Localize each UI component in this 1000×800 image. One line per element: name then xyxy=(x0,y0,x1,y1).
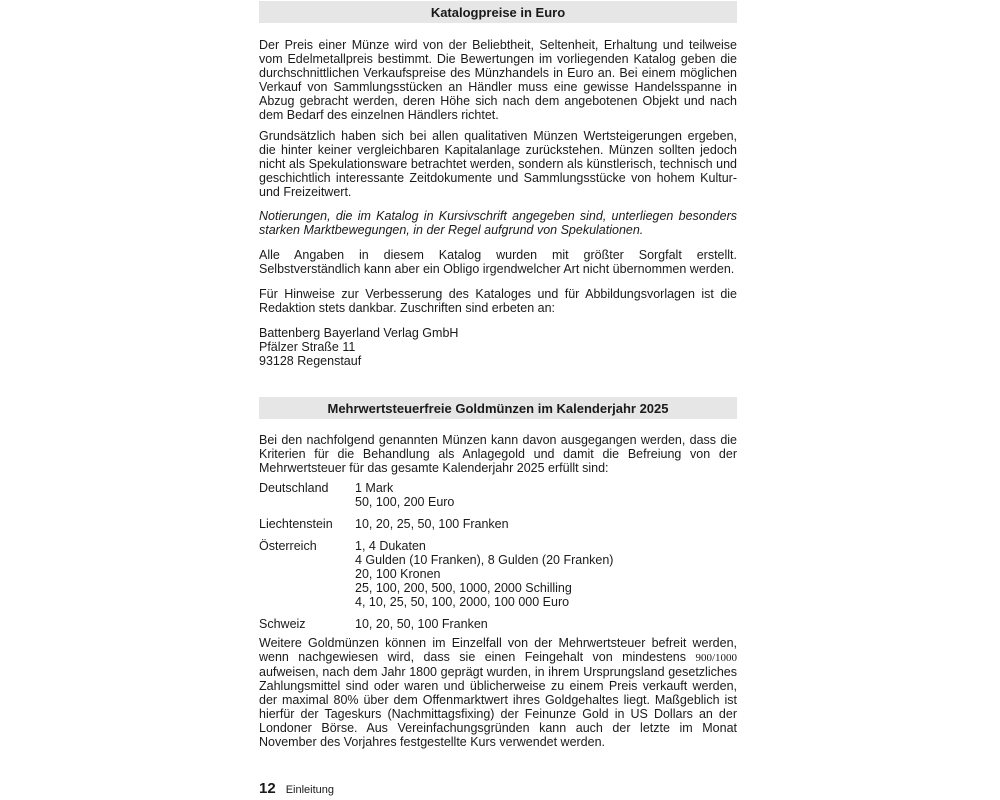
value-line: 20, 100 Kronen xyxy=(355,567,441,581)
country-list xyxy=(259,481,737,631)
closing-text-before: Weitere Goldmünzen können im Einzelfall von der Mehrwertsteuer befreit werden, wenn nachgewiesen wird, dass sie einen Feingehalt von mindestens xyxy=(259,636,737,664)
publisher-address xyxy=(259,326,458,368)
footer-section-label: Einleitung xyxy=(285,784,335,796)
closing-text-after: aufweisen, nach dem Jahr 1800 geprägt wurden, in ihrem Ursprungsland gesetzliches Zahlungsmittel sind oder waren und üblicherweise zu einem Preis verkauft werden, der maximal 80% über dem Offenmarktwert ihres Goldgehaltes liegt. Maßgeblich ist hierfür der Tageskurs (Nachmittagsfixing) der Feinunze Gold in US Dollars an der Londoner Börse. Aus Vereinfachungsgründen kann auch der letzte im Monat November des Vorjahres festgestellte Kurs verwendet werden. xyxy=(259,665,737,749)
page-number: 12 xyxy=(259,780,276,797)
value-line: 10, 20, 50, 100 Franken xyxy=(355,617,488,631)
paragraph: Alle Angaben in diesem Katalog wurden mit größter Sorgfalt erstellt. Selbstverständlich kann aber ein Obligo irgendwelcher Art nicht übernommen werden. xyxy=(259,248,737,276)
country-name: Schweiz xyxy=(259,617,306,631)
paragraph-intro: Bei den nachfolgend genannten Münzen kann davon ausgegangen werden, dass die Kriterien für die Behandlung als Anlagegold und damit die Befreiung von der Mehrwertsteuer für das gesamte Kalenderjahr 2025 erfüllt sind: xyxy=(259,433,737,475)
value-line: 25, 100, 200, 500, 1000, 2000 Schilling xyxy=(355,581,572,595)
country-name: Liechtenstein xyxy=(259,517,333,531)
country-row xyxy=(259,517,737,531)
paragraph: Für Hinweise zur Verbesserung des Kataloges und für Abbildungsvorlagen ist die Redaktion stets dankbar. Zuschriften sind erbeten an: xyxy=(259,287,737,315)
value-line: 4, 10, 25, 50, 100, 2000, 100 000 Euro xyxy=(355,595,570,609)
section-header-katalogpreise xyxy=(259,1,737,23)
value-line: 10, 20, 25, 50, 100 Franken xyxy=(355,517,509,531)
address-line: Pfälzer Straße 11 xyxy=(259,340,356,354)
paragraph-italic-note: Notierungen, die im Katalog in Kursivschrift angegeben sind, unterliegen besonders starken Marktbewegungen, in der Regel aufgrund von Spekulationen. xyxy=(259,209,737,237)
country-row xyxy=(259,481,737,509)
page-footer xyxy=(259,780,334,797)
section-title: Katalogpreise in Euro xyxy=(430,4,566,20)
country-row xyxy=(259,617,737,631)
address-line: Battenberg Bayerland Verlag GmbH xyxy=(259,326,459,340)
country-values xyxy=(355,539,613,609)
value-line: 1, 4 Dukaten xyxy=(355,539,426,553)
paragraph-closing xyxy=(259,636,737,749)
fineness-fraction: 900/1000 xyxy=(695,652,737,664)
country-name: Österreich xyxy=(259,539,317,553)
country-values xyxy=(355,481,454,509)
paragraph: Der Preis einer Münze wird von der Beliebtheit, Seltenheit, Erhaltung und teilweise vom Edelmetallpreis bestimmt. Die Bewertungen im vorliegenden Katalog geben die durchschnittlichen Verkaufspreise des Münzhandels in Euro an. Bei einem möglichen Verkauf von Sammlungsstücken an Händler muss eine gewisse Handelsspanne in Abzug gebracht werden, deren Höhe sich nach dem angebotenen Objekt und nach dem Bedarf des einzelnen Händlers richtet. xyxy=(259,38,737,122)
value-line: 1 Mark xyxy=(355,481,394,495)
country-values xyxy=(355,617,488,631)
section-title: Mehrwertsteuerfreie Goldmünzen im Kalenderjahr 2025 xyxy=(327,400,669,416)
country-row xyxy=(259,539,737,609)
country-name: Deutschland xyxy=(259,481,329,495)
paragraph: Grundsätzlich haben sich bei allen qualitativen Münzen Wertsteigerungen ergeben, die hinter keiner vergleichbaren Kapitalanlage zurückstehen. Münzen sollten jedoch nicht als Spekulationsware betrachtet werden, sondern als künstlerisch, technisch und geschichtlich interessante Zeitdokumente und Sammlungsstücke von hohem Kultur- und Freizeitwert. xyxy=(259,129,737,199)
country-values xyxy=(355,517,509,531)
section-header-mehrwertsteuer xyxy=(259,397,737,419)
address-line: 93128 Regenstauf xyxy=(259,354,362,368)
value-line: 50, 100, 200 Euro xyxy=(355,495,455,509)
value-line: 4 Gulden (10 Franken), 8 Gulden (20 Franken) xyxy=(355,553,614,567)
